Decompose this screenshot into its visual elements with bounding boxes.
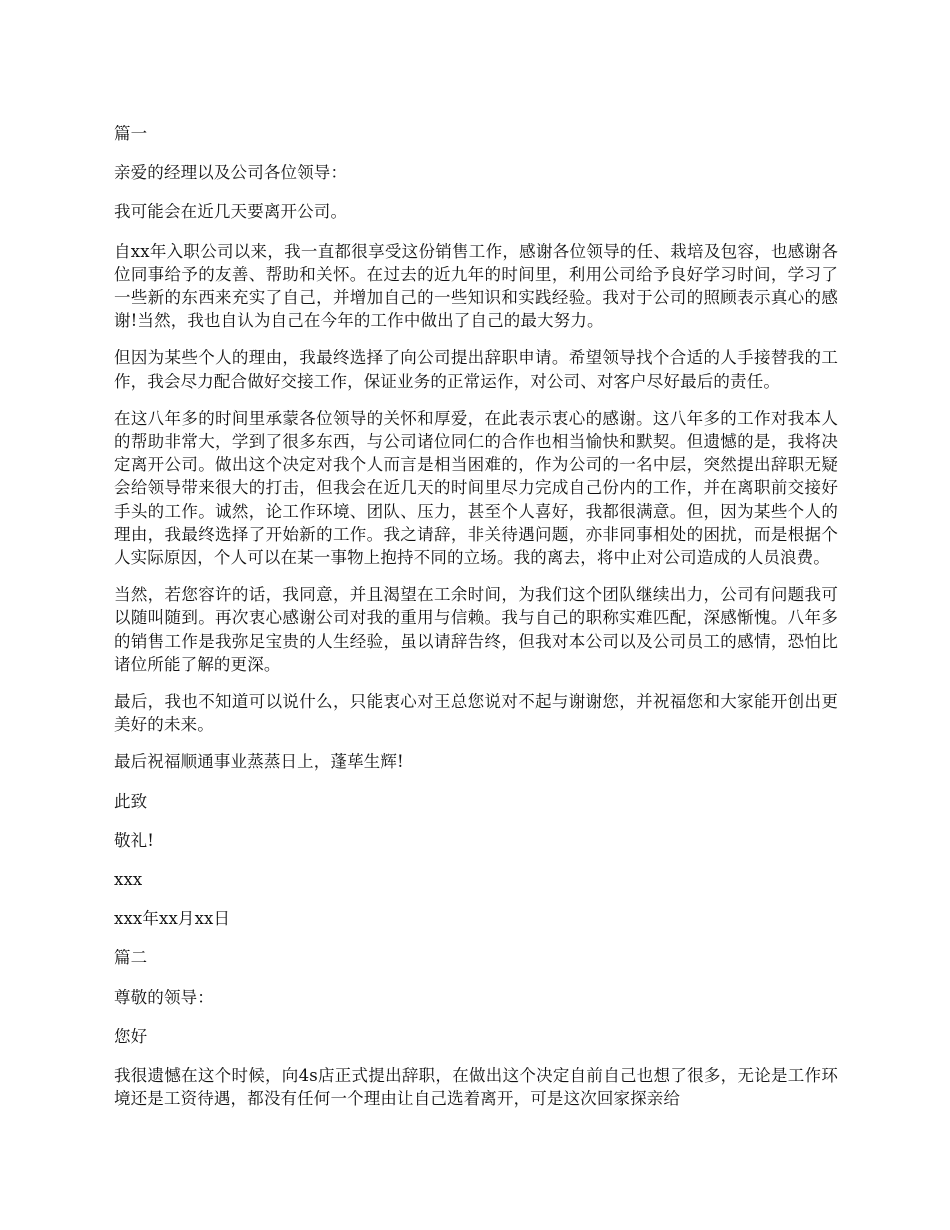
paragraph-body-6: 我很遗憾在这个时候，向4s店正式提出辞职，在做出这个决定自前自己也想了很多，无论是工作环境还是工资待遇，都没有任何一个理由让自己选着离开，可是这次回家探亲给 xyxy=(114,1066,838,1109)
closing-line-1: 此致 xyxy=(114,791,148,811)
paragraph-body-3: 在这八年多的时间里承蒙各位领导的关怀和厚爱，在此表示衷心的感谢。这八年多的工作对我本人的帮助非常大，学到了很多东西，与公司诸位同仁的合作也相当愉快和默契。但遗憾的是，我将决定离开公司。做出这个决定对我个人而言是相当困难的，作为公司的一名中层，突然提出辞职无疑会给领导带来很大的打击，但我会在近几天的时间里尽力完成自己份内的工作，并在离职前交接好手头的工作。诚然，论工作环境、团队、压力，甚至个人喜好，我都很满意。但，因为某些个人的理由，我最终选择了开始新的工作。我之请辞，非关待遇问题，亦非同事相处的困扰，而是根据个人实际原因，个人可以在某一事物上抱持不同的立场。我的离去，将中止对公司造成的人员浪费。 xyxy=(114,408,838,568)
closing-line-2: 敬礼! xyxy=(114,830,155,850)
paragraph-body-2: 但因为某些个人的理由，我最终选择了向公司提出辞职申请。希望领导找个合适的人手接替我的工作，我会尽力配合做好交接工作，保证业务的正常运作，对公司、对客户尽好最后的责任。 xyxy=(114,348,838,391)
paragraph-body-5: 最后，我也不知道可以说什么，只能衷心对王总您说对不起与谢谢您，并祝福您和大家能开创出更美好的未来。 xyxy=(114,692,838,735)
salutation-1: 亲爱的经理以及公司各位领导： xyxy=(114,163,348,183)
paragraph-intro: 我可能会在近几天要离开公司。 xyxy=(114,202,348,222)
section-heading-1: 篇一 xyxy=(114,124,148,143)
document-page xyxy=(114,122,838,1125)
salutation-2: 尊敬的领导： xyxy=(114,987,214,1007)
signature-date: xxx年xx月xx日 xyxy=(114,909,231,929)
paragraph-body-4: 当然，若您容许的话，我同意，并且渴望在工余时间，为我们这个团队继续出力，公司有问题我可以随叫随到。再次衷心感谢公司对我的重用与信赖。我与自己的职称实难匹配，深感惭愧。八年多的销售工作是我弥足宝贵的人生经验，虽以请辞告终，但我对本公司以及公司员工的感情，恐怕比诸位所能了解的更深。 xyxy=(114,585,838,674)
greeting-2: 您好 xyxy=(114,1026,148,1046)
paragraph-body-1: 自xx年入职公司以来，我一直都很享受这份销售工作，感谢各位领导的任、栽培及包容，也感谢各位同事给予的友善、帮助和关怀。在过去的近九年的时间里，利用公司给予良好学习时间，学习了一些新的东西来充实了自己，并增加自己的一些知识和实践经验。我对于公司的照顾表示真心的感谢!当然，我也自认为自己在今年的工作中做出了自己的最大努力。 xyxy=(114,241,838,331)
closing-wish: 最后祝福顺通事业蒸蒸日上，蓬荜生辉! xyxy=(114,752,404,772)
signature-name: xxx xyxy=(114,870,143,890)
section-heading-2: 篇二 xyxy=(114,948,148,968)
